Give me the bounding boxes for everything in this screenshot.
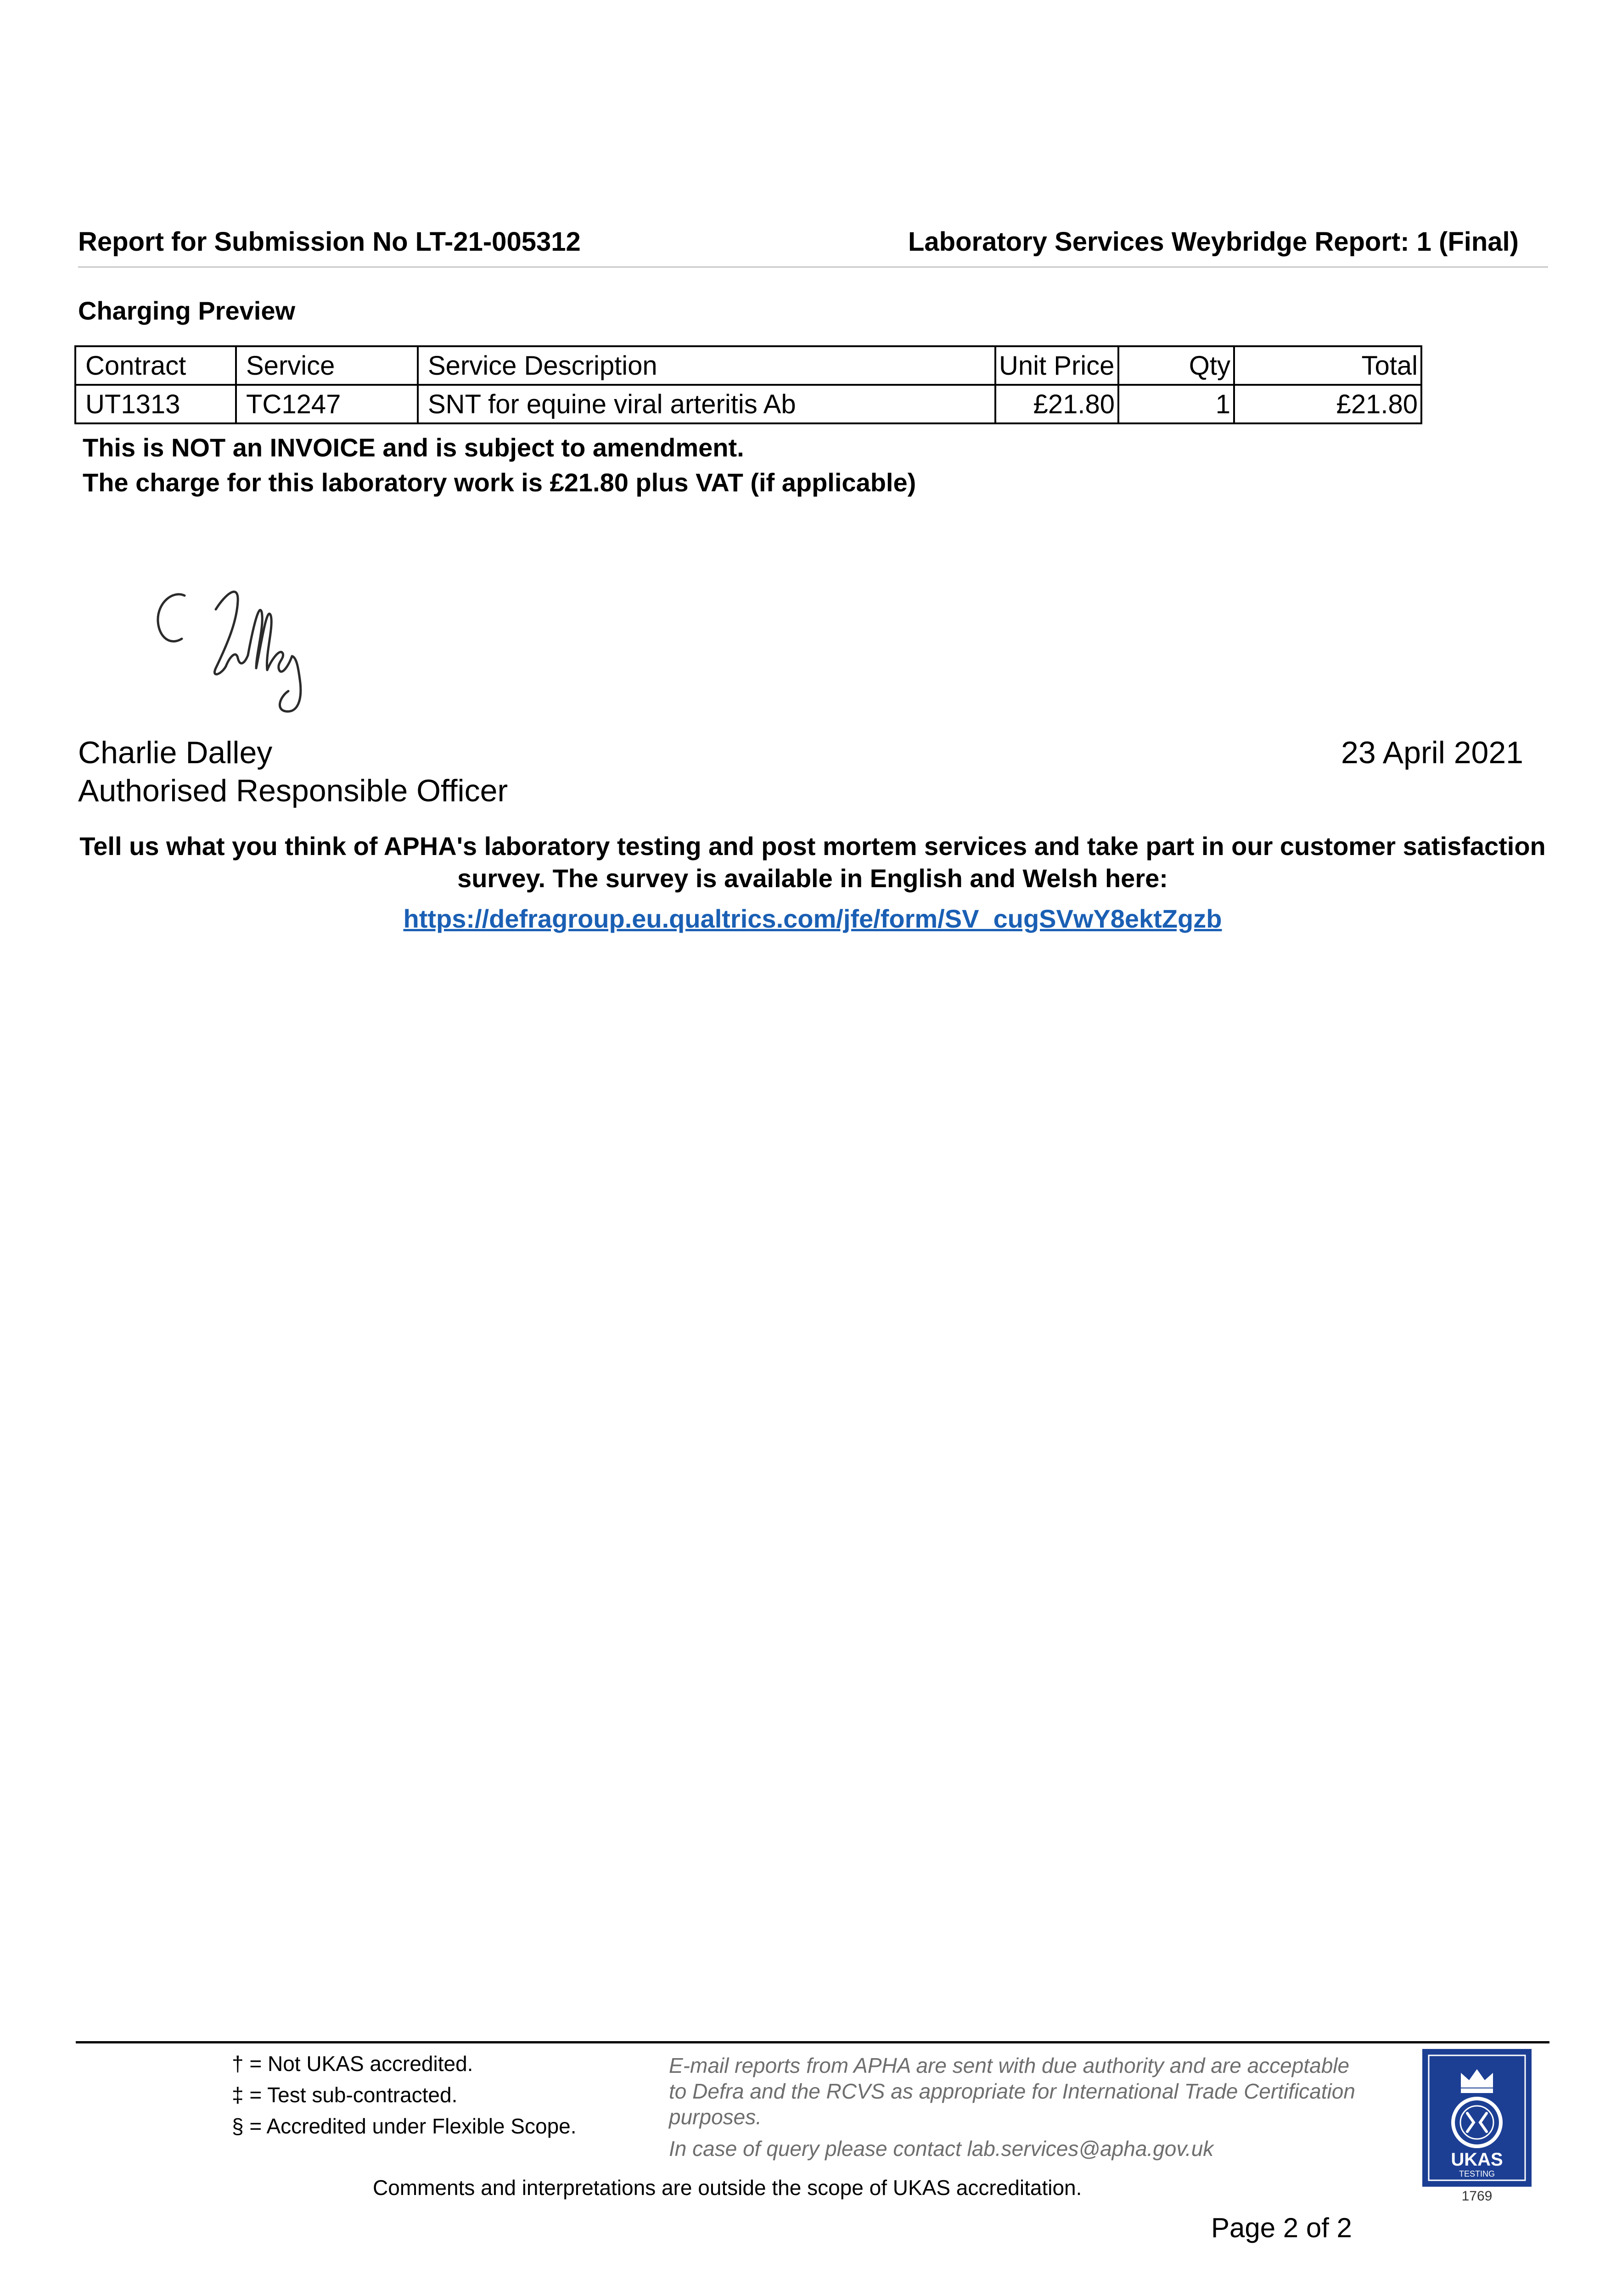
page-number: Page 2 of 2 — [1211, 2212, 1352, 2243]
accreditation-legend — [232, 2048, 577, 2142]
report-submission-heading: Report for Submission No LT-21-005312 — [78, 227, 581, 257]
not-invoice-notice: This is NOT an INVOICE and is subject to amendment. — [83, 433, 744, 462]
survey-invitation: Tell us what you think of APHA's laboratory testing and post mortem services and take part in our customer satisfaction survey. The survey is available in English and Welsh here: — [79, 832, 1546, 893]
cell-total: £21.80 — [1234, 385, 1421, 423]
footer-divider — [76, 2041, 1549, 2043]
legend-item-not-accredited: † = Not UKAS accredited. — [232, 2052, 473, 2076]
cell-unit-price: £21.80 — [995, 385, 1118, 423]
column-header-unit-price: Unit Price — [995, 346, 1118, 385]
ukas-logo-subtext: TESTING — [1459, 2169, 1495, 2178]
cell-service: TC1247 — [236, 385, 418, 423]
legend-item-flexible-scope: § = Accredited under Flexible Scope. — [232, 2114, 577, 2138]
cell-contract: UT1313 — [75, 385, 236, 423]
ukas-logo-text: UKAS — [1451, 2150, 1503, 2170]
query-contact-note: In case of query please contact lab.services@apha.gov.uk — [669, 2137, 1214, 2161]
signer-role: Authorised Responsible Officer — [78, 773, 508, 808]
column-header-qty: Qty — [1118, 346, 1234, 385]
cell-description: SNT for equine viral arteritis Ab — [418, 385, 995, 423]
signer-name: Charlie Dalley — [78, 735, 273, 770]
column-header-service: Service — [236, 346, 418, 385]
handwritten-signature — [147, 576, 321, 723]
charging-table — [74, 345, 1422, 424]
charge-summary-notice: The charge for this laboratory work is £21.80 plus VAT (if applicable) — [83, 468, 916, 497]
report-date: 23 April 2021 — [1341, 735, 1523, 770]
column-header-description: Service Description — [418, 346, 995, 385]
column-header-total: Total — [1234, 346, 1421, 385]
table-row — [75, 385, 1421, 423]
charging-preview-title: Charging Preview — [78, 296, 296, 325]
survey-link[interactable]: https://defragroup.eu.qualtrics.com/jfe/form/SV_cugSVwY8ektZgzb — [403, 904, 1222, 933]
email-reports-note: E-mail reports from APHA are sent with due authority and are acceptable to Defra and the RCVS as appropriate for International Trade Certification purposes. — [669, 2054, 1355, 2129]
legend-item-subcontracted: ‡ = Test sub-contracted. — [232, 2083, 458, 2107]
ukas-testing-logo — [1422, 2049, 1532, 2205]
ukas-scope-note: Comments and interpretations are outside the scope of UKAS accreditation. — [373, 2176, 1082, 2200]
cell-qty: 1 — [1118, 385, 1234, 423]
header-divider — [78, 266, 1548, 268]
report-lab-heading: Laboratory Services Weybridge Report: 1 (Final) — [908, 227, 1519, 257]
column-header-contract: Contract — [75, 346, 236, 385]
table-header-row — [75, 346, 1421, 385]
ukas-logo-number: 1769 — [1461, 2189, 1493, 2204]
